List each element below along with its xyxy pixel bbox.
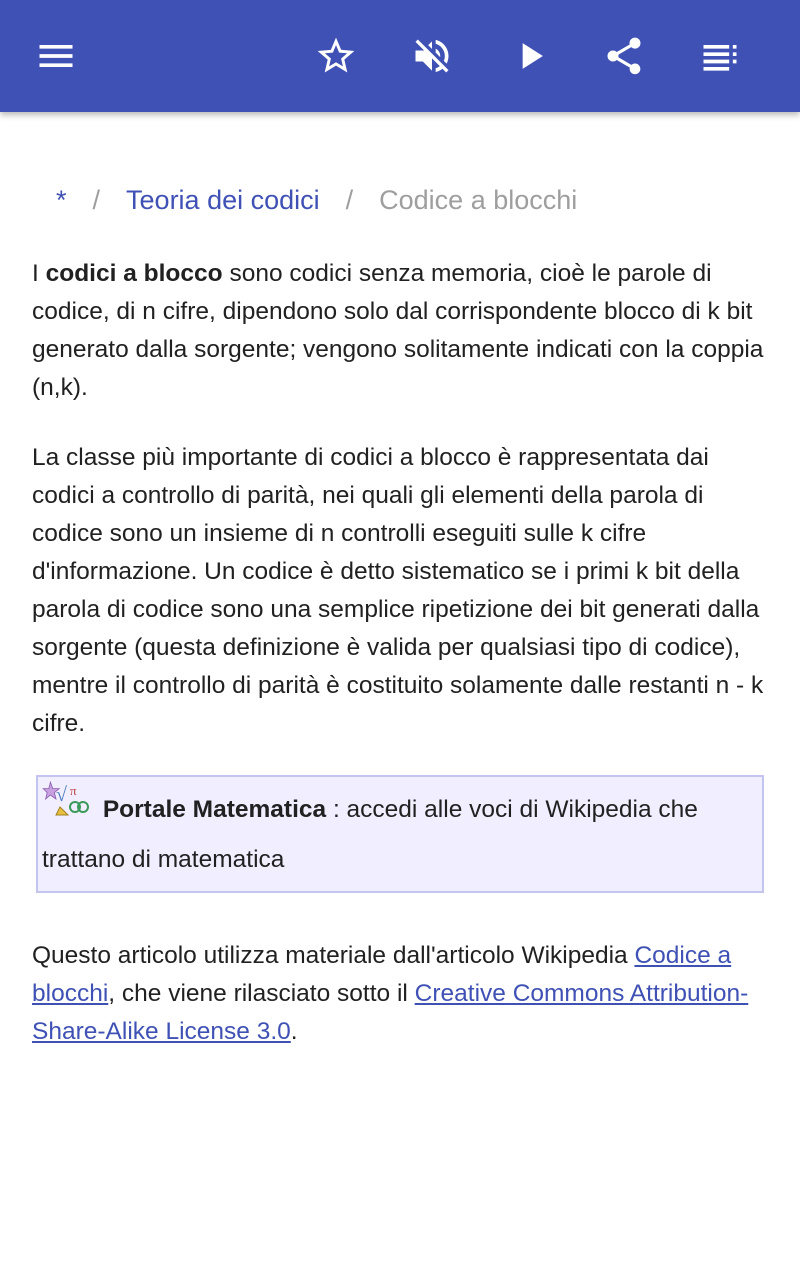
license-text: Questo articolo utilizza materiale dall'articolo Wikipedia [32,942,628,969]
app-bar [0,0,800,112]
breadcrumb-separator: / [92,184,101,215]
license-link[interactable]: Creative Commons Attribution-Share-Alike License 3.0 [32,980,749,1045]
contents-button[interactable] [692,28,748,84]
menu-button[interactable] [28,28,84,84]
mute-button[interactable] [404,28,460,84]
article-paragraph: La classe più importante di codici a blocco è rappresentata dai codici a controllo di parità, nei quali gli elementi della parola di codice sono un insieme di n controlli eseguiti sulle k cifre d'informazione. Un codice è detto sistematico se i primi k bit della parola di codice sono una semplice ripetizione dei bit generati dalla sorgente (questa definizione è valida per qualsiasi tipo di codice), mentre il controllo di parità è costituito solamente dalle restanti n - k cifre. [32,444,764,737]
breadcrumb-parent[interactable]: Teoria dei codici [126,184,320,215]
license-text: , che viene rilasciato sotto il [108,980,408,1007]
svg-text:√: √ [56,784,67,806]
portal-box [36,775,764,893]
breadcrumb-home[interactable]: * [56,184,67,215]
source-article-link[interactable]: Codice a blocchi [32,942,732,1007]
bookmark-button[interactable] [308,28,364,84]
portal-title[interactable]: Portale Matematica [102,796,327,823]
share-icon [602,34,646,78]
article-content [32,255,772,1083]
playlist-icon [698,34,742,78]
license-paragraph [32,937,772,1051]
volume-off-icon [410,34,454,78]
breadcrumb-separator: / [345,184,354,215]
paragraph-start: I [32,260,39,287]
portal-description: : accedi alle voci di Wikipedia che trattano di matematica [42,796,698,873]
paragraph-text: sono codici senza memoria, cioè le parole di codice, di n cifre, dipendono solo dal corrispondente blocco di k bit generato dalla sorgente; vengono solitamente indicati con la coppia (n,k). [32,260,764,401]
play-button[interactable] [502,28,558,84]
license-text: . [290,1018,298,1045]
article-paragraph [32,255,772,407]
breadcrumb-current: Codice a blocchi [379,184,578,215]
share-button[interactable] [596,28,652,84]
menu-icon [34,34,78,78]
star-outline-icon [314,34,358,78]
play-icon [508,34,552,78]
svg-text:π: π [70,783,77,798]
bold-term: codici a blocco [45,260,223,287]
math-portal-icon[interactable] [42,777,92,821]
breadcrumb [56,180,577,220]
